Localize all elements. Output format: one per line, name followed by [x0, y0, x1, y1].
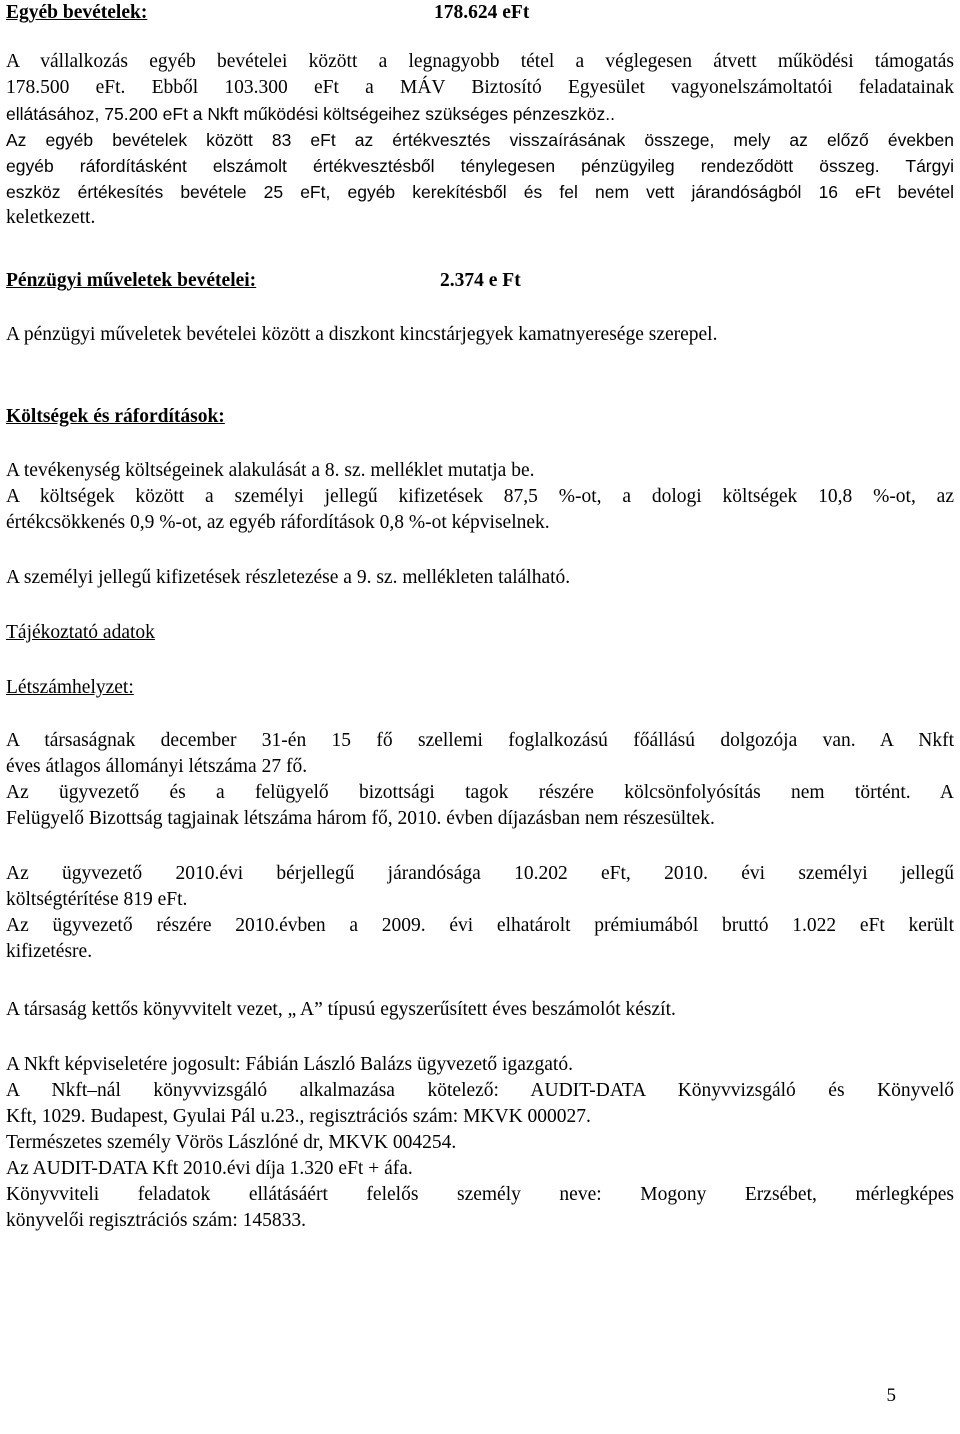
- paragraph-konyvvitel: [6, 997, 954, 1023]
- paragraph-line: Az egyéb bevételek között 83 eFt az értékvesztés visszaírásának összege, mely az előző években: [6, 130, 954, 150]
- paragraph-line: ellátásához, 75.200 eFt a Nkft működési költségeihez szükséges pénzeszköz..: [6, 104, 615, 124]
- page-number: 5: [886, 1385, 896, 1406]
- paragraph-line: Természetes személy Vörös Lászlóné dr, MKVK 004254.: [6, 1132, 457, 1153]
- paragraph-egyeb-bevetelek: [6, 49, 954, 231]
- heading-koltsegek: Költségek és ráfordítások:: [6, 406, 225, 427]
- paragraph-koltsegek: [6, 458, 954, 536]
- section-penzugyi-muveletek: [6, 268, 954, 294]
- paragraph-line: A pénzügyi műveletek bevételei között a diszkont kincstárjegyek kamatnyeresége szerepel.: [6, 324, 718, 345]
- paragraph-line: keletkezett.: [6, 207, 96, 228]
- paragraph-line: Felügyelő Bizottság tagjainak létszáma három fő, 2010. évben díjazásban nem részesültek.: [6, 808, 715, 829]
- paragraph-penzugyi-muveletek: [6, 322, 954, 348]
- paragraph-line: Az ügyvezető és a felügyelő bizottsági tagok részére kölcsönfolyósítás nem történt. A: [6, 782, 954, 803]
- paragraph-line: egyéb ráfordításként elszámolt értékvesztésből ténylegesen pénzügyileg rendeződött összeg. Tárgyi: [6, 156, 954, 176]
- amount-penzugyi-muveletek: 2.374 e Ft: [440, 270, 521, 291]
- section-koltsegek: [6, 404, 954, 430]
- paragraph-letszam: [6, 728, 954, 832]
- paragraph-line: A tevékenység költségeinek alakulását a 8. sz. melléklet mutatja be.: [6, 460, 535, 481]
- paragraph-line: kifizetésre.: [6, 941, 93, 962]
- paragraph-line: éves átlagos állományi létszáma 27 fő.: [6, 756, 308, 777]
- paragraph-line: Az ügyvezető 2010.évi bérjellegű járandósága 10.202 eFt, 2010. évi személyi jellegű: [6, 863, 954, 884]
- paragraph-line: Könyvviteli feladatok ellátásáért felelős személy neve: Mogony Erzsébet, mérlegképes: [6, 1184, 954, 1205]
- paragraph-line: Az AUDIT-DATA Kft 2010.évi díja 1.320 eFt + áfa.: [6, 1158, 413, 1179]
- paragraph-line: A társaság kettős könyvvitelt vezet, „ A” típusú egyszerűsített éves beszámolót készít.: [6, 999, 676, 1020]
- paragraph-koltsegek-extra: [6, 565, 954, 591]
- paragraph-line: Az ügyvezető részére 2010.évben a 2009. évi elhatárolt prémiumából bruttó 1.022 eFt került: [6, 915, 954, 936]
- paragraph-line: A személyi jellegű kifizetések részletezése a 9. sz. mellékleten található.: [6, 567, 571, 588]
- paragraph-line: 178.500 eFt. Ebből 103.300 eFt a MÁV Biztosító Egyesület vagyonelszámoltatói feladatainak: [6, 77, 954, 98]
- paragraph-line: A Nkft képviseletére jogosult: Fábián László Balázs ügyvezető igazgató.: [6, 1054, 573, 1075]
- heading-penzugyi-muveletek: Pénzügyi műveletek bevételei:: [6, 270, 257, 291]
- section-letszamhelyzet: [6, 675, 954, 701]
- paragraph-ugyvezeto: [6, 861, 954, 965]
- paragraph-line: A vállalkozás egyéb bevételei között a legnagyobb tétel a véglegesen átvett működési támogatás: [6, 51, 954, 72]
- paragraph-line: értékcsökkenés 0,9 %-ot, az egyéb ráfordítások 0,8 %-ot képviselnek.: [6, 512, 550, 533]
- section-egyeb-bevetelek: [6, 0, 954, 26]
- paragraph-line: A Nkft–nál könyvvizsgáló alkalmazása kötelező: AUDIT-DATA Könyvvizsgáló és Könyvelő: [6, 1080, 954, 1101]
- paragraph-line: A költségek között a személyi jellegű kifizetések 87,5 %-ot, a dologi költségek 10,8 %-ot, az: [6, 486, 954, 507]
- heading-tajekoztato-adatok: Tájékoztató adatok: [6, 622, 155, 643]
- paragraph-line: könyvelői regisztrációs szám: 145833.: [6, 1210, 307, 1231]
- heading-egyeb-bevetelek: Egyéb bevételek:: [6, 2, 148, 23]
- section-tajekoztato: [6, 620, 954, 646]
- paragraph-line: költségtérítése 819 eFt.: [6, 889, 188, 910]
- heading-letszamhelyzet: Létszámhelyzet:: [6, 677, 134, 698]
- amount-egyeb-bevetelek: 178.624 eFt: [434, 2, 530, 23]
- paragraph-line: eszköz értékesítés bevétele 25 eFt, egyéb kerekítésből és fel nem vett járandóságból 16 eFt bevétel: [6, 182, 954, 202]
- paragraph-line: Kft, 1029. Budapest, Gyulai Pál u.23., regisztrációs szám: MKVK 000027.: [6, 1106, 591, 1127]
- paragraph-kepviselet: [6, 1052, 954, 1234]
- paragraph-line: A társaságnak december 31-én 15 fő szellemi foglalkozású főállású dolgozója van. A Nkft: [6, 730, 954, 751]
